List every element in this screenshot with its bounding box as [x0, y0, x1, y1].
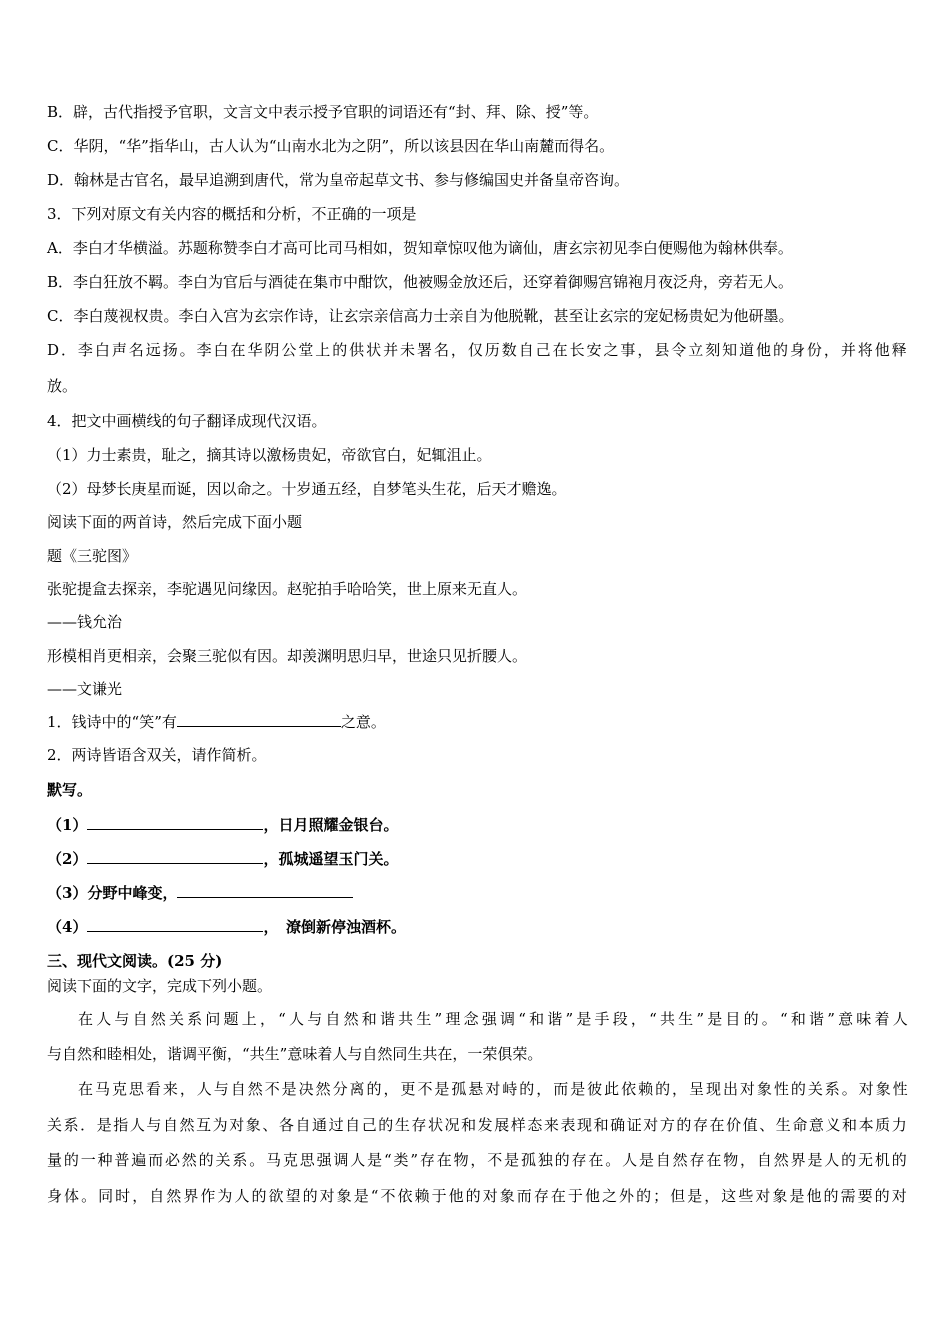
answer-blank[interactable] [177, 883, 353, 898]
paragraph-2-line-1: 在马克思看来，人与自然不是决然分离的，更不是孤悬对峙的，而是彼此依赖的，呈现出对象性的关系。对象性 [78, 1080, 908, 1098]
answer-blank[interactable] [87, 849, 263, 864]
dictation-item-text: 分野中峰变， [87, 884, 178, 902]
q3-option-b: B．李白狂放不羁。李白为官后与酒徒在集市中酣饮，他被赐金放还后，还穿着御赐宫锦袍月夜泛舟，旁若无人。 [47, 273, 794, 291]
poem-1-author: ——钱允治 [47, 613, 123, 631]
q2-option-b: B．辟，古代指授予官职，文言文中表示授予官职的词语还有“封、拜、除、授”等。 [47, 103, 599, 121]
poem-question-1-suffix: 之意。 [340, 713, 386, 731]
poem-2-author: ——文谦光 [47, 680, 123, 698]
dictation-title: 默写。 [47, 781, 93, 799]
dictation-item-2 [47, 849, 907, 869]
dictation-item-1 [47, 815, 907, 835]
paragraph-2-line-4: 身体。同时，自然界作为人的欲望的对象是“不依赖于他的对象而存在于他之外的；但是，这些对象是他的需要的对 [47, 1187, 907, 1205]
poem-question-2: 2．两诗皆语含双关，请作简析。 [47, 746, 267, 764]
q3-option-d-line2: 放。 [47, 377, 78, 395]
dictation-item-text: ，孤城遥望玉门关。 [263, 850, 399, 868]
paragraph-1-line-1: 在人与自然关系问题上，“人与自然和谐共生”理念强调“和谐”是手段，“共生”是目的。“和谐”意味着人 [78, 1010, 908, 1028]
poem-2-text: 形模相肖更相亲，会聚三驼似有因。却羡渊明思归早，世途只见折腰人。 [47, 647, 528, 665]
q4-item-2: （2）母梦长庚星而诞，因以命之。十岁通五经，自梦笔头生花，后天才赡逸。 [47, 480, 567, 498]
q3-option-a: A．李白才华横溢。苏题称赞李白才高可比司马相如，贺知章惊叹他为谪仙，唐玄宗初见李白便赐他为翰林供奉。 [47, 239, 793, 257]
dictation-item-number: （1） [47, 816, 88, 834]
poem-1-text: 张驼提盒去探亲，李驼遇见问缘因。赵驼拍手哈哈笑，世上原来无直人。 [47, 580, 528, 598]
section-3-instruction: 阅读下面的文字，完成下列小题。 [47, 977, 273, 995]
q3-option-d-line1: D．李白声名远扬。李白在华阴公堂上的供状并未署名，仅历数自己在长安之事，县令立刻知道他的身份，并将他释 [47, 341, 907, 359]
poem-question-1-prefix: 1．钱诗中的“笑”有 [47, 713, 177, 731]
paragraph-2-line-3: 量的一种普遍而必然的关系。马克思强调人是“类”存在物，不是孤独的存在。人是自然存在物，自然界是人的无机的 [47, 1151, 907, 1169]
q2-option-d: D．翰林是古官名，最早追溯到唐代，常为皇帝起草文书、参与修编国史并备皇帝咨询。 [47, 171, 630, 189]
q3-option-c: C．李白蔑视权贵。李白入宫为玄宗作诗，让玄宗亲信高力士亲自为他脱靴，甚至让玄宗的宠妃杨贵妃为他研墨。 [47, 307, 794, 325]
q4-stem: 4．把文中画横线的句子翻译成现代汉语。 [47, 412, 327, 430]
dictation-item-4 [47, 917, 907, 937]
dictation-item-number: （2） [47, 850, 88, 868]
dictation-item-text: ， 潦倒新停浊酒杯。 [263, 918, 406, 936]
paragraph-2-line-2: 关系．是指人与自然互为对象、各自通过自己的生存状况和发展样态来表现和确证对方的存在价值、生命意义和本质力 [47, 1116, 907, 1134]
poems-intro: 阅读下面的两首诗，然后完成下面小题 [47, 513, 303, 531]
answer-blank[interactable] [87, 917, 263, 932]
section-3-heading: 三、现代文阅读。(25 分) [47, 952, 223, 970]
dictation-item-number: （3） [47, 884, 88, 902]
poem-question-1 [47, 712, 907, 732]
dictation-item-number: （4） [47, 918, 88, 936]
poem-title: 题《三驼图》 [47, 547, 138, 565]
q3-stem: 3．下列对原文有关内容的概括和分析，不正确的一项是 [47, 205, 417, 223]
q2-option-c: C．华阴，“华”指华山，古人认为“山南水北为之阴”，所以该县因在华山南麓而得名。 [47, 137, 615, 155]
answer-blank[interactable] [87, 815, 263, 830]
dictation-item-text: ，日月照耀金银台。 [263, 816, 399, 834]
dictation-item-3 [47, 883, 907, 903]
answer-blank[interactable] [177, 712, 341, 727]
paragraph-1-line-2: 与自然和睦相处，谐调平衡，“共生”意味着人与自然同生共在，一荣俱荣。 [47, 1045, 543, 1063]
q4-item-1: （1）力士素贵，耻之，摘其诗以激杨贵妃，帝欲官白，妃辄沮止。 [47, 446, 492, 464]
